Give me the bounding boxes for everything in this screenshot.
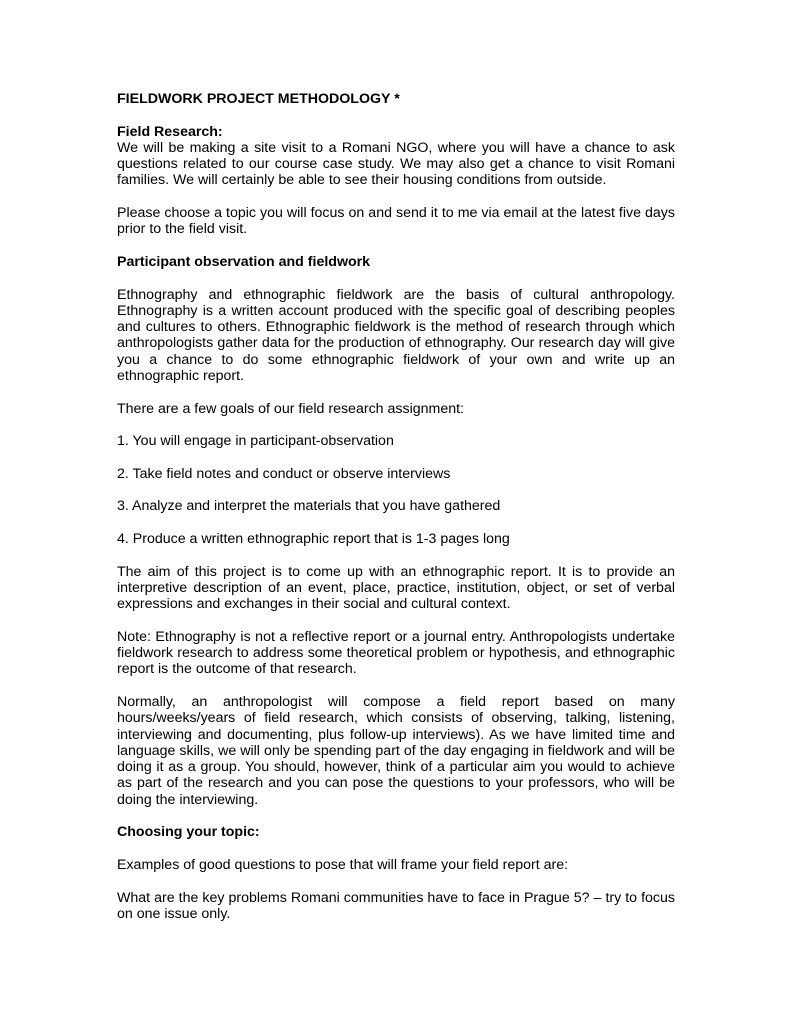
document-page: [117, 91, 675, 938]
participant-paragraph-3: The aim of this project is to come up with an ethnographic report. It is to provide an interpretive description of an event, place, practice, institution, object, or set of verbal expressions and exchanges in their social and cultural context.: [117, 563, 675, 613]
participant-paragraph-5: Normally, an anthropologist will compose a field report based on many hours/weeks/years of field research, which consists of observing, talking, listening, interviewing and documenting, plus follow-up interviews). As we have limited time and language skills, we will only be spending part of the day engaging in fieldwork and will be doing it as a group. You should, however, think of a particular aim you would to achieve as part of the research and you can pose the questions to your professors, who will be doing the interviewing.: [117, 693, 675, 808]
goal-item-3: 3. Analyze and interpret the materials that you have gathered: [117, 498, 501, 515]
participant-paragraph-2: There are a few goals of our field research assignment:: [117, 400, 464, 417]
participant-observation-heading: Participant observation and fieldwork: [117, 253, 371, 270]
field-research-paragraph-1: We will be making a site visit to a Romani NGO, where you will have a chance to ask questions related to our course case study. We may also get a chance to visit Romani families. We will certainly be able to see their housing conditions from outside.: [117, 139, 675, 189]
field-research-heading: Field Research:: [117, 123, 223, 140]
participant-paragraph-1: Ethnography and ethnographic fieldwork are the basis of cultural anthropology. Ethnography is a written account produced with the specific goal of describing peoples and cultures to others. Ethnographic fieldwork is the method of research through which anthropologists gather data for the production of ethnography. Our research day will give you a chance to do some ethnographic fieldwork of your own and write up an ethnographic report.: [117, 286, 675, 385]
topic-paragraph-2: What are the key problems Romani communities have to face in Prague 5? – try to focus on one issue only.: [117, 889, 675, 922]
goal-item-4: 4. Produce a written ethnographic report that is 1-3 pages long: [117, 531, 510, 548]
goal-item-1: 1. You will engage in participant-observation: [117, 433, 394, 450]
topic-paragraph-1: Examples of good questions to pose that will frame your field report are:: [117, 856, 569, 873]
participant-paragraph-4: Note: Ethnography is not a reflective report or a journal entry. Anthropologists undertake fieldwork research to address some theoretical problem or hypothesis, and ethnographic report is the outcome of that research.: [117, 628, 675, 678]
field-research-paragraph-2: Please choose a topic you will focus on and send it to me via email at the latest five days prior to the field visit.: [117, 205, 675, 238]
choosing-topic-heading: Choosing your topic:: [117, 824, 260, 841]
document-title: FIELDWORK PROJECT METHODOLOGY *: [117, 91, 400, 107]
goal-item-2: 2. Take field notes and conduct or observe interviews: [117, 465, 451, 482]
